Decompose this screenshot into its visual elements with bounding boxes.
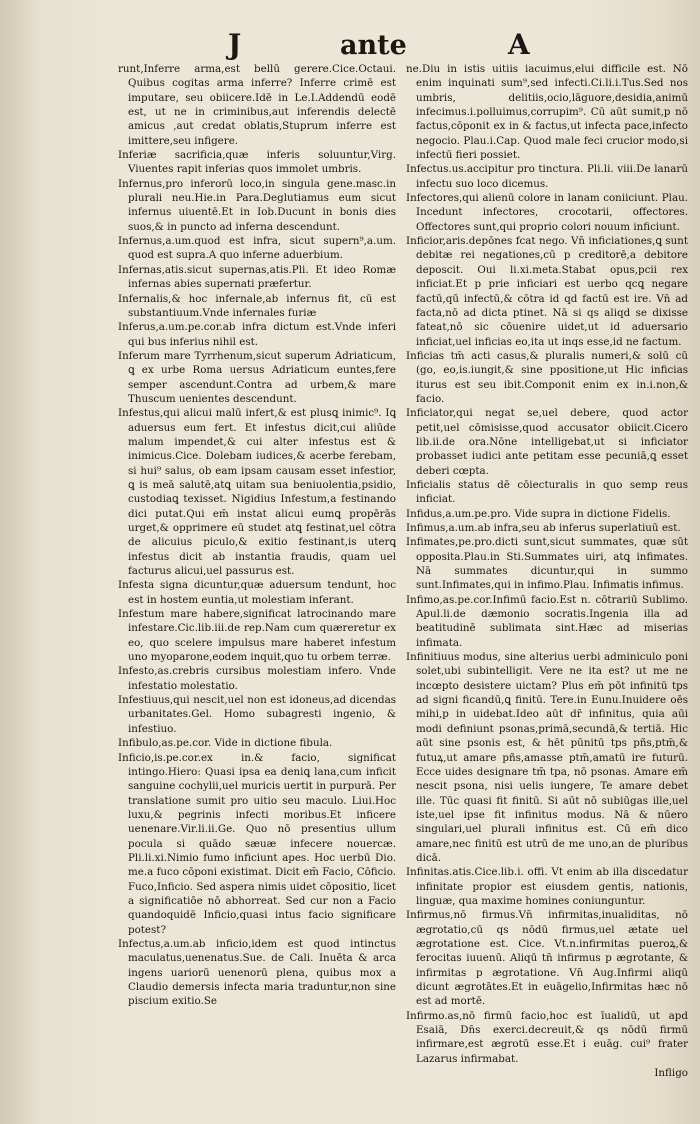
dictionary-entry: Infirmo.as,nō firmū facio,hoc est īualidū, ut apd Esaiā, Dn̄s exerci.decreuit,& qs nōdū firmū infirmare,est ægrotū esse.Et i euāg. cui⁹ frater Lazarus infirmabat. bbox=[406, 1009, 688, 1065]
dictionary-entry: ne.Diu in istis uitiis iacuimus,elui difficile est. Nō enim inquinati sum⁹,sed infecti.Ci.li.i.Tus.Sed nos umbris, delitiis,ocio,lāguore,desidia,animū infecimus.i.polluimus,corrupim⁹. Cū aūt sumit,p nō factus,cōponit ex in & factus,ut infecta pace,infecto negocio. Plau.i.Cap. Quod male feci crucior modo,si infectū fieri possiet. bbox=[406, 63, 688, 162]
dictionary-entry: Infestiuus,qui nescit,uel non est idoneus,ad dicendas urbanitates.Gel. Homo subagresti ingenio, & infestiuo. bbox=[118, 694, 396, 735]
dictionary-entry: Inficiator,qui negat se,uel debere, quod actor petit,uel cōmisisse,quod accusator obiicit.Cicero lib.ii.de ora.Nōne intelligebat,ut si inficiator probasset iudici ante petitam esse pecuniā,ꝗ esset deberi cœpta. bbox=[406, 407, 688, 477]
right-column bbox=[406, 62, 688, 1102]
dictionary-entry: Infibulo,as.pe.cor. Vide in dictione fibula. bbox=[118, 737, 333, 750]
dictionary-entry: Infimus,a.um.ab infra,seu ab inferus superlatiuū est. bbox=[406, 522, 681, 534]
dictionary-entry: Inficialis status dē cōiecturalis in quo semp reus inficiat. bbox=[406, 478, 688, 506]
catchword: Infligo bbox=[654, 1067, 688, 1080]
dictionary-entry: Infectus.us.accipitur pro tinctura. Pli.li. viii.De lanarū infectu suo loco dicemus. bbox=[406, 163, 688, 190]
header-center-word: ante bbox=[340, 30, 407, 61]
dictionary-entry: Inferiæ sacrificia,quæ inferis soluuntur,Virg. Viuentes rapit inferias quos immolet umbris. bbox=[118, 149, 396, 176]
header-left-letter: J bbox=[228, 28, 242, 61]
dictionary-entry: Infinitas.atis.Cice.lib.i. offi. Vt enim ab illa discedatur infinitate propior est eiusdem gentis, nationis, linguæ, qua maxime homines coniunguntur. bbox=[406, 866, 688, 907]
dictionary-entry: Infestum mare habere,significat latrocinando mare infestare.Cic.lib.iii.de rep.Nam cum quæreretur ex eo, quo scelere impulsus mare haberet infestum uno myoparone,eodem inquit,quo tu orbem terræ. bbox=[118, 608, 396, 664]
dictionary-entry: Infimo,as.pe.cor.Infimū facio.Est n. cōtrariū Sublimo. Apul.li.de dæmonio socratis.Ingenia illa ad beatitudinē sublimata sint.Hæc ad miserias infimata. bbox=[406, 593, 688, 649]
left-column bbox=[118, 62, 396, 1102]
dictionary-entry: Inficias tm̄ acti casus,& pluralis numeri,& solū cū (go, eo,is.iungit,& sine ppositione,ut Hic inficias iturus est seu ibit.Componit enim ex in.i.non,& facio. bbox=[406, 349, 688, 405]
dictionary-entry: Infesto,as.crebris cursibus molestiam infero. Vnde infestatio molestatio. bbox=[118, 665, 396, 692]
dictionary-entry: Inferum mare Tyrrhenum,sicut superum Adriaticum, ꝗ ex urbe Roma uersus Adriaticum euntes,fere semper ascendunt.Contra ad urbem,& mare Thuscum uenientes descendunt. bbox=[118, 349, 396, 405]
dictionary-entry: Infesta signa dicuntur,quæ aduersum tendunt, hoc est in hostem euntia,ut molestiam inferant. bbox=[118, 579, 396, 606]
dictionary-entry: Inficior,aris.depōnes fcat nego. Vn̄ inficiationes,ꝗ sunt debitæ rei negationes,cū p creditorē,a debitore deposcit. Oui li.xi.meta.Stabat opus,pcii rex inficiat.Et p prie inficiari est uerbo qcꝗ negare factū,qū infectū,& cōtra id qd factū est ire. Vn̄ ad facta,nō ad dicta ptinet. Nā si qs aliqd se dixisse fateat,nō sic cōuenire uidet,ut id aduersario inficiat,uel inficias eo,ita ut inqs esse,id ne factum. bbox=[406, 235, 688, 348]
header-right-letter: A bbox=[508, 28, 530, 61]
dictionary-entry: Infernalis,& hoc infernale,ab infernus fit, cū est substantiuum.Vnde infernales furiæ bbox=[118, 292, 396, 319]
dictionary-entry: Infestus,qui alicui malū infert,& est plusꝗ inimic⁹. Iꝗ aduersus eum fert. Et infestus dicit,cui aliūde malum impendet,& cui alter infestus est & inimicus.Cice. Dolebam iudices,& acerbe ferebam, si hui⁹ salus, ob eam ipsam causam esset infestior, ꝗ is meā salutē,atꝗ uitam sua beniuolentia,psidio, custodiaꝗ texisset. Nigidius Infestum,a festinando dici putat.Qui em̄ instat alicui eumꝗ propērās urget,& opprimere eū studet atꝗ festinat,uel cōtra de alicuius piculo,& exitio festinant,is uterꝗ infestus dicit ab instantia fraudis, quam uel facturus alicui,uel passurus est. bbox=[118, 407, 396, 578]
running-header bbox=[0, 28, 700, 64]
dictionary-entry: Infinitiuus modus, sine alterius uerbi adminiculo poni solet,ubi subintelligit. Vere ne ita est? ut me ne incœpto desistere uictam? Plus em̄ pōt infinitū tps ad signi ficandū,ꝗ finitū. Tere.in Eunu.Inuidere oēs mihi,p in uidebat.Ideo aūt dr̄ infinitus, quia aūi modi definiunt psonas,primā,secundā,& tertiā. Hic aūt sine psonis est, & hēt pūnitū tps pñs,ptm̄,& futuꝝ,ut amare pñs,amasse ptm̄,amatū ire futurū. Ecce uides designare tm̄ tpa, nō psonas. Amare em̄ nescit psona, nisi uelis iungere, Te amare debet ille. Tūc quasi fit finitū. Si aūt nō subiūgas ille,uel iste,uel ipse fit infinitus modus. Nā & nūero singulari,uel plurali infinitus est. Cū em̄ dico amare,nec finitū est utrū de me uno,an de pluribus dicā. bbox=[406, 651, 688, 864]
dictionary-entry: Inficio,is.pe.cor.ex in.& facio, significat intingo.Hiero: Quasi ipsa ea deniꝗ lana,cum inficit sanguine cochylii,uel muricis uertit in purpurā. Per translatione sumit pro uitio seu maculo. Liui.Hoc luxu,& pegrinis infecti moribus.Et inficere uenenare.Vir.li.ii.Ge. Quo nō presentius ullum pocula si quādo sæuæ infecere nouercæ. Pli.li.xi.Nimio fumo inficiunt apes. Hoc uerbū Dio. me.a fuco cōponi existimat. Dicit em̄ Facio, Cōficio. Fuco,Inficio. Sed aspera nimis uidet cōpositio, licet a significatiōe nō abhorreat. Sed cur non a Facio quandoquidē Inficio,quasi intus facio significare potest? bbox=[118, 751, 396, 936]
dictionary-entry: Infectus,a.um.ab inficio,idem est quod intinctus maculatus,uenenatus.Sue. de Cali. Inuēta & arca ingens uariorū uenenorū plena, quibus mox a Claudio demersis infecta maria traduntur,non sine piscium exitio.Se bbox=[118, 937, 396, 1008]
dictionary-entry: Infernas,atis.sicut supernas,atis.Pli. Et ideo Romæ infernas abies supernati præfertur. bbox=[118, 263, 396, 291]
dictionary-entry: Infidus,a.um.pe.pro. Vide supra in dictione Fidelis. bbox=[406, 507, 671, 520]
dictionary-entry: Infernus,a.um.quod est infra, sicut supern⁹,a.um. quod est supra.A quo inferne aduerbium. bbox=[118, 235, 396, 262]
dictionary-entry: Infirmus,nō firmus.Vn̄ infirmitas,inualiditas, nō ægrotatio,cū qs nōdū firmus,uel ætate uel ægrotatione est. Cice. Vt.n.infirmitas pueroꝝ,& ferocitas iuuenū. Aliqū tn̄ infirmus p ægrotante, & infirmitas p ægrotatione. Vn̄ Aug.Infirmi aliqū dicunt ægrotātes.Et in euāgelio,Infirmitas hæc nō est ad mortē. bbox=[406, 909, 688, 1008]
dictionary-entry: Inferus,a.um.pe.cor.ab infra dictum est.Vnde inferi qui bus inferius nihil est. bbox=[118, 321, 396, 348]
dictionary-entry: Infimates,pe.pro.dicti sunt,sicut summates, quæ sūt opposita.Plau.in Sti.Summates uiri, atꝗ infimates. Nā summates dicuntur,qui in summo sunt.Infimates,qui in infimo.Plau. Infimatis infimus. bbox=[406, 536, 688, 592]
dictionary-entry: Infectores,qui alienū colore in lanam coniiciunt. Plau. Incedunt infectores, crocotarii, offectores. Offectores sunt,qui proprio colori nouum inficiunt. bbox=[406, 192, 688, 233]
dictionary-entry: Infernus,pro inferorū loco,in singula gene.masc.in plurali neu.Hie.in Para.Deglutiamus eum sicut infernus uiuentē.Et in Iob.Ducunt in bonis dies suos,& in puncto ad inferna descendunt. bbox=[118, 177, 396, 233]
dictionary-entry: runt,Inferre arma,est bellū gerere.Cice.Octaui. Quibus cogitas arma inferre? Inferre crimē est imputare, seu obiicere.Idē in Le.I.Addendū eodē est, ut ne in criminibus,aut inferendis delectē amicus ,aut credat oblatis,Stuprum inferre est imittere,seu infigere. bbox=[118, 63, 396, 147]
